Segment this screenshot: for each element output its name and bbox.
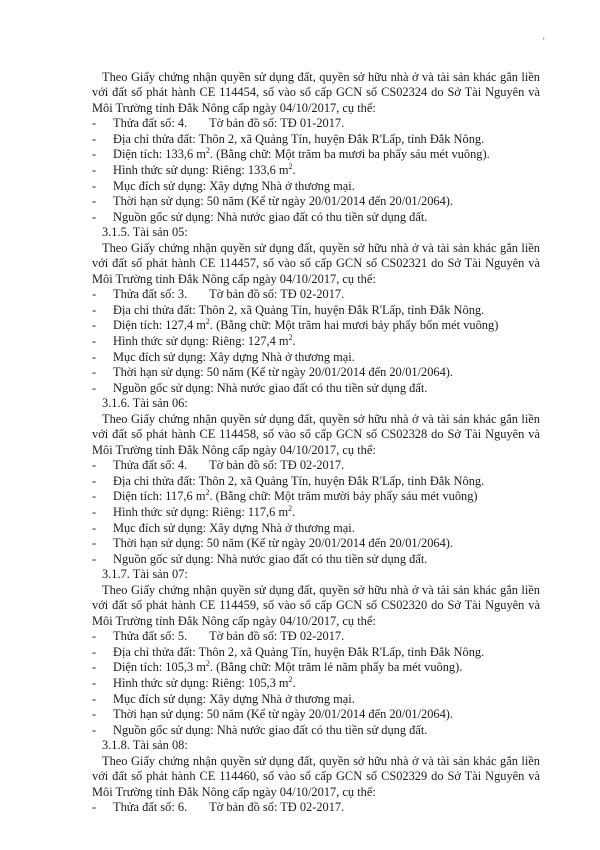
item-text: Địa chỉ thửa đất: Thôn 2, xã Quảng Tín, huyện Đắk R'Lấp, tỉnh Đắk Nông. bbox=[113, 644, 485, 659]
list-item bbox=[92, 303, 540, 319]
item-text: Mục đích sử dụng: Xây dựng Nhà ở thương mại. bbox=[113, 520, 355, 535]
item-text: Diện tích: 133,6 m bbox=[113, 147, 206, 162]
item-text: Diện tích: 117,6 m bbox=[113, 489, 206, 504]
list-item bbox=[92, 521, 540, 537]
property-details-list bbox=[92, 629, 540, 738]
list-item bbox=[92, 350, 540, 366]
list-item bbox=[92, 800, 540, 816]
map-sheet-text: Tờ bản đồ số: TĐ 02-2017. bbox=[209, 458, 345, 473]
certificate-paragraph: Theo Giấy chứng nhận quyền sử dụng đất, quyền sở hữu nhà ở và tài sản khác gắn liền với đất số phát hành CE 114454, số vào sổ cấp GCN số CS02324 do Sở Tài Nguyên và Môi Trường tỉnh Đắk Nông cấp ngày 04/10/2017, cụ thể: bbox=[92, 70, 540, 115]
item-text: Hình thức sử dụng: Riêng: 105,3 m bbox=[113, 675, 289, 690]
list-item bbox=[92, 552, 540, 568]
list-item bbox=[92, 210, 540, 226]
item-text: Hình thức sử dụng: Riêng: 133,6 m bbox=[113, 163, 289, 177]
superscript: 2 bbox=[205, 659, 210, 669]
item-text: Địa chỉ thửa đất: Thôn 2, xã Quảng Tín, huyện Đắk R'Lấp, tỉnh Đắk Nông. bbox=[113, 131, 485, 146]
list-item bbox=[92, 645, 540, 661]
item-text: Nguồn gốc sử dụng: Nhà nước giao đất có thu tiền sử dụng đất. bbox=[113, 551, 428, 566]
list-item bbox=[92, 381, 540, 397]
item-text: Diện tích: 105,3 m bbox=[113, 660, 206, 675]
item-text: Nguồn gốc sử dụng: Nhà nước giao đất có thu tiền sử dụng đất. bbox=[113, 209, 428, 224]
superscript: 2 bbox=[205, 317, 210, 327]
section-heading: 3.1.6. Tài sản 06: bbox=[102, 396, 188, 411]
property-details-list bbox=[92, 287, 540, 396]
document-body bbox=[92, 70, 540, 816]
certificate-paragraph: Theo Giấy chứng nhận quyền sử dụng đất, quyền sở hữu nhà ở và tài sản khác gắn liền với đất số phát hành CE 114458, số vào sổ cấp GCN số CS02328 do Sở Tài Nguyên và Môi Trường tỉnh Đắk Nông cấp ngày 04/10/2017, cụ thể: bbox=[92, 411, 540, 457]
superscript: 2 bbox=[205, 146, 210, 156]
asset-section bbox=[92, 225, 540, 396]
item-text-continued: . (Bằng chữ: Một trăm mười bảy phẩy sáu mét vuông) bbox=[209, 489, 478, 504]
superscript: 2 bbox=[288, 161, 293, 171]
certificate-paragraph: Theo Giấy chứng nhận quyền sử dụng đất, quyền sở hữu nhà ở và tài sản khác gắn liền với đất số phát hành CE 114459, số vào sổ cấp GCN số CS02320 do Sở Tài Nguyên và Môi Trường tỉnh Đắk Nông cấp ngày 04/10/2017, cụ thể: bbox=[92, 582, 540, 628]
list-item bbox=[92, 660, 540, 676]
list-item bbox=[92, 536, 540, 552]
map-sheet-text: Tờ bản đồ số: TĐ 02-2017. bbox=[209, 287, 345, 302]
certificate-paragraph: Theo Giấy chứng nhận quyền sử dụng đất, quyền sở hữu nhà ở và tài sản khác gắn liền với đất số phát hành CE 114460, số vào sổ cấp GCN số CS02329 do Sở Tài Nguyên và Môi Trường tỉnh Đắk Nông cấp ngày 04/10/2017, cụ thể: bbox=[92, 753, 540, 799]
list-item bbox=[92, 179, 540, 195]
item-text: Thửa đất số: 4. bbox=[113, 458, 188, 473]
item-text: Thời hạn sử dụng: 50 năm (Kể từ ngày 20/01/2014 đến 20/01/2064). bbox=[113, 707, 454, 722]
item-text-continued: . bbox=[292, 504, 296, 519]
item-text: Nguồn gốc sử dụng: Nhà nước giao đất có thu tiền sử dụng đất. bbox=[113, 722, 428, 737]
property-details-list bbox=[92, 800, 540, 816]
list-item bbox=[92, 287, 540, 303]
item-text: Nguồn gốc sử dụng: Nhà nước giao đất có thu tiền sử dụng đất. bbox=[113, 380, 428, 395]
list-item bbox=[92, 505, 540, 521]
list-item bbox=[92, 723, 540, 739]
list-item bbox=[92, 629, 540, 645]
list-item bbox=[92, 692, 540, 708]
certificate-paragraph: Theo Giấy chứng nhận quyền sử dụng đất, quyền sở hữu nhà ở và tài sản khác gắn liền với đất số phát hành CE 114457, số vào sổ cấp GCN số CS02321 do Sở Tài Nguyên và Môi Trường tỉnh Đắk Nông cấp ngày 04/10/2017, cụ thể: bbox=[92, 240, 540, 286]
item-text-continued: . bbox=[292, 333, 296, 348]
superscript: 2 bbox=[288, 503, 293, 513]
item-text-continued: . bbox=[292, 675, 296, 690]
item-text: Mục đích sử dụng: Xây dựng Nhà ở thương mại. bbox=[113, 349, 355, 364]
superscript: 2 bbox=[288, 332, 293, 342]
item-text-continued: . bbox=[292, 163, 296, 177]
item-text: Hình thức sử dụng: Riêng: 117,6 m bbox=[113, 504, 289, 519]
item-text: Địa chỉ thửa đất: Thôn 2, xã Quảng Tín, huyện Đắk R'Lấp, tỉnh Đắk Nông. bbox=[113, 473, 485, 488]
list-item bbox=[92, 474, 540, 490]
list-item bbox=[92, 163, 540, 179]
list-item bbox=[92, 707, 540, 723]
item-text: Thời hạn sử dụng: 50 năm (Kể từ ngày 20/01/2014 đến 20/01/2064). bbox=[113, 365, 454, 380]
item-text: Địa chỉ thửa đất: Thôn 2, xã Quảng Tín, huyện Đắk R'Lấp, tỉnh Đắk Nông. bbox=[113, 302, 485, 317]
list-item bbox=[92, 194, 540, 210]
list-item bbox=[92, 132, 540, 148]
item-text: Mục đích sử dụng: Xây dựng Nhà ở thương mại. bbox=[113, 178, 355, 193]
item-text: Hình thức sử dụng: Riêng: 127,4 m bbox=[113, 333, 289, 348]
item-text: Diện tích: 127,4 m bbox=[113, 318, 206, 333]
item-text: Thửa đất số: 3. bbox=[113, 287, 188, 302]
list-item bbox=[92, 489, 540, 505]
list-item bbox=[92, 334, 540, 350]
list-item bbox=[92, 676, 540, 692]
page-mark: ' bbox=[543, 36, 545, 46]
item-text-continued: . (Bằng chữ: Một trăm ba mươi ba phẩy sáu mét vuông). bbox=[209, 147, 490, 162]
item-text: Thửa đất số: 4. bbox=[113, 116, 188, 131]
asset-section bbox=[92, 70, 540, 225]
item-text-continued: . (Bằng chữ: Một trăm hai mươi bảy phẩy bốn mét vuông) bbox=[209, 318, 499, 333]
item-text: Thửa đất số: 6. bbox=[113, 800, 188, 815]
list-item bbox=[92, 458, 540, 474]
asset-section bbox=[92, 396, 540, 567]
list-item bbox=[92, 318, 540, 334]
item-text: Thửa đất số: 5. bbox=[113, 629, 188, 644]
item-text-continued: . (Bằng chữ: Một trăm lẻ năm phẩy ba mét vuông). bbox=[209, 660, 463, 675]
section-heading: 3.1.5. Tài sản 05: bbox=[102, 225, 188, 240]
item-text: Thời hạn sử dụng: 50 năm (Kể từ ngày 20/01/2014 đến 20/01/2064). bbox=[113, 536, 454, 551]
superscript: 2 bbox=[288, 674, 293, 684]
map-sheet-text: Tờ bản đồ số: TĐ 02-2017. bbox=[209, 629, 345, 644]
list-item bbox=[92, 116, 540, 132]
asset-section bbox=[92, 738, 540, 815]
item-text: Thời hạn sử dụng: 50 năm (Kể từ ngày 20/01/2014 đến 20/01/2064). bbox=[113, 194, 454, 209]
list-item bbox=[92, 147, 540, 163]
asset-section bbox=[92, 567, 540, 738]
section-heading: 3.1.8. Tài sản 08: bbox=[102, 738, 188, 753]
item-text: Mục đích sử dụng: Xây dựng Nhà ở thương mại. bbox=[113, 691, 355, 706]
property-details-list bbox=[92, 458, 540, 567]
property-details-list bbox=[92, 116, 540, 225]
superscript: 2 bbox=[205, 488, 210, 498]
map-sheet-text: Tờ bản đồ số: TĐ 02-2017. bbox=[209, 800, 345, 815]
list-item bbox=[92, 365, 540, 381]
map-sheet-text: Tờ bản đồ số: TĐ 01-2017. bbox=[209, 116, 345, 131]
section-heading: 3.1.7. Tài sản 07: bbox=[102, 567, 188, 582]
